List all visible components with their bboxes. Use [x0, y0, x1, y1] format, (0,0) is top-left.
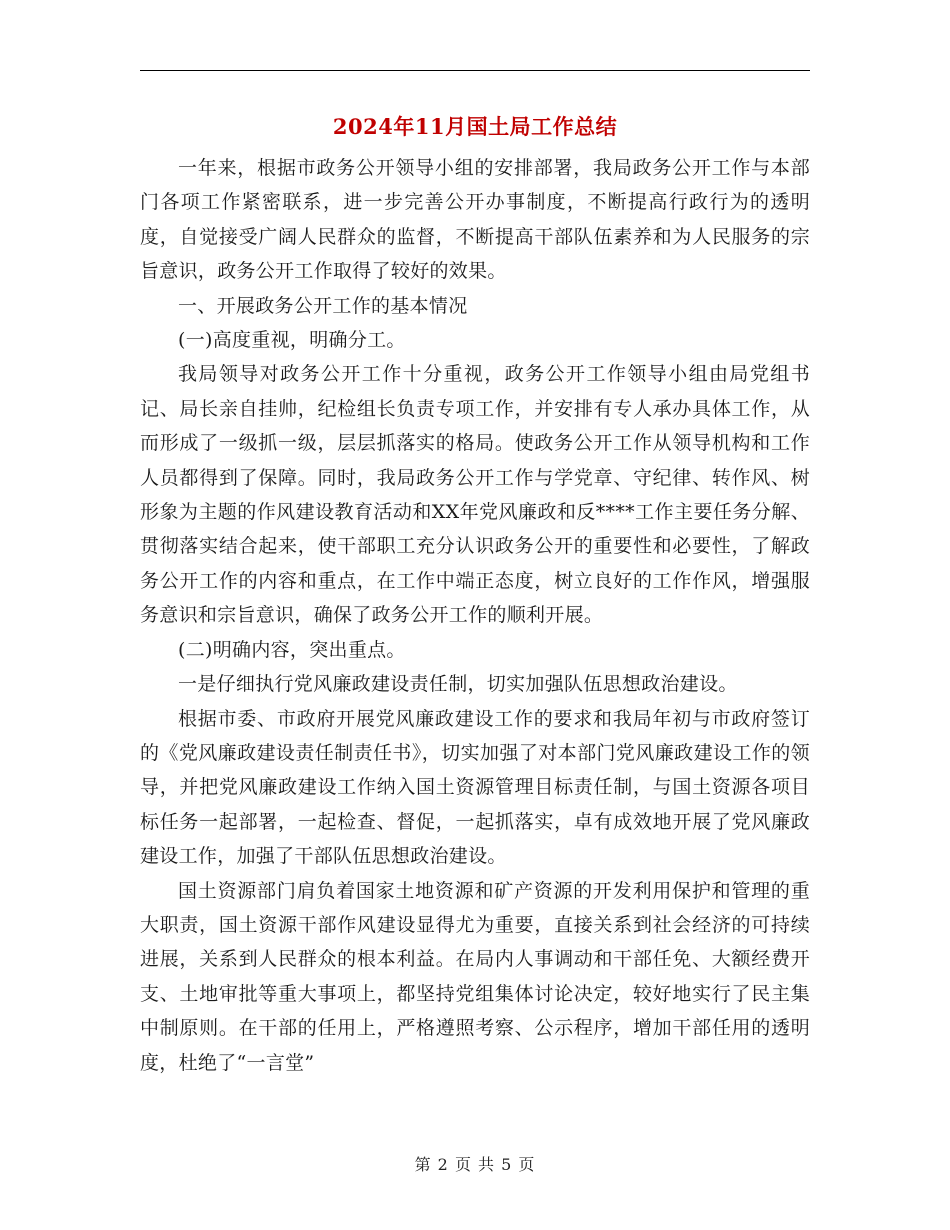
subsection-heading-2: (二)明确内容，突出重点。: [178, 638, 406, 661]
paragraph-land-resources: 国土资源部门肩负着国家土地资源和矿产资源的开发利用保护和管理的重大职责，国土资源干部作风建设显得尤为重要，直接关系到社会经济的可持续进展，关系到人民群众的根本利益。在局内人事调动和干部任免、大额经费开支、土地审批等重大事项上，都坚持党组集体讨论决定，较好地实行了民主集中制原则。在干部的任用上，严格遵照考察、公示程序，增加干部任用的透明度，杜绝了“一言堂”: [140, 879, 810, 1074]
header-rule: [140, 70, 810, 71]
subsection-heading-1: (一)高度重视，明确分工。: [178, 329, 406, 352]
page-number: 第 2 页 共 5 页: [414, 1155, 536, 1174]
point-heading-1: 一是仔细执行党风廉政建设责任制，切实加强队伍思想政治建设。: [178, 673, 738, 696]
document-body: [140, 151, 810, 1080]
document-title: 2024年11月国土局工作总结: [332, 114, 618, 139]
paragraph-responsibility: 根据市委、市政府开展党风廉政建设工作的要求和我局年初与市政府签订的《党风廉政建设责任制责任书》，切实加强了对本部门党风廉政建设工作的领导，并把党风廉政建设工作纳入国土资源管理目标责任制，与国土资源各项目标任务一起部署，一起检查、督促，一起抓落实，卓有成效地开展了党风廉政建设工作，加强了干部队伍思想政治建设。: [140, 707, 810, 868]
paragraph-intro: 一年来，根据市政务公开领导小组的安排部署，我局政务公开工作与本部门各项工作紧密联系，进一步完善公开办事制度，不断提高行政行为的透明度，自觉接受广阔人民群众的监督，不断提高干部队伍素养和为人民服务的宗旨意识，政务公开工作取得了较好的效果。: [140, 157, 810, 283]
section-heading-1: 一、开展政务公开工作的基本情况: [178, 294, 468, 317]
paragraph-leadership: 我局领导对政务公开工作十分重视，政务公开工作领导小组由局党组书记、局长亲自挂帅，纪检组长负责专项工作，并安排有专人承办具体工作，从而形成了一级抓一级，层层抓落实的格局。使政务公开工作从领导机构和工作人员都得到了保障。同时，我局政务公开工作与学党章、守纪律、转作风、树形象为主题的作风建设教育活动和XX年党风廉政和反****工作主要任务分解、贯彻落实结合起来，使干部职工充分认识政务公开的重要性和必要性，了解政务公开工作的内容和重点，在工作中端正态度，树立良好的工作作风，增强服务意识和宗旨意识，确保了政务公开工作的顺利开展。: [140, 363, 810, 627]
